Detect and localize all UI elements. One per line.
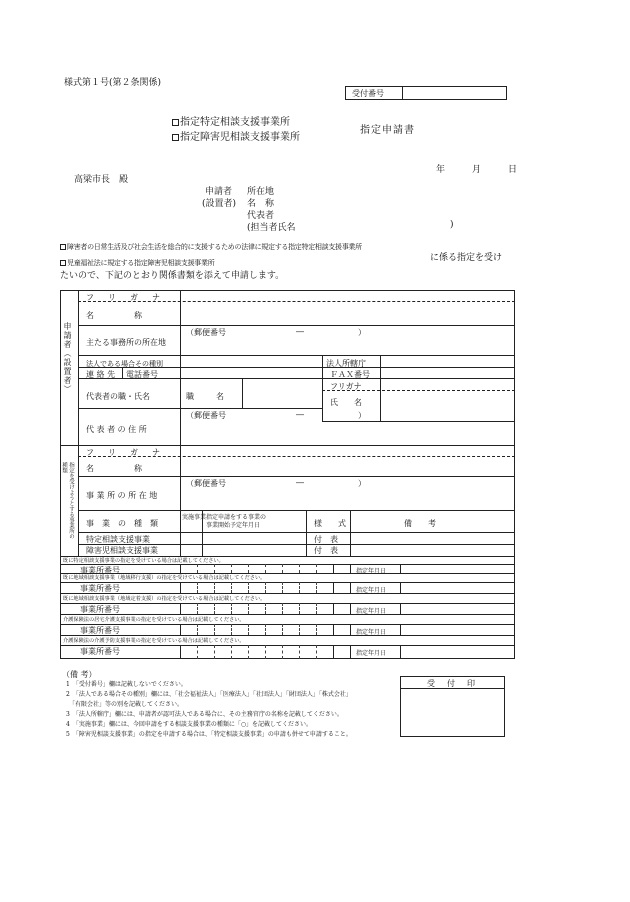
corp-type-field[interactable] <box>182 357 322 366</box>
service-specific-label: 特定相談支援事業 <box>86 535 150 544</box>
applicant-contact-close: ) <box>450 220 454 230</box>
corp-office-label: 法人所轄庁 <box>326 359 366 368</box>
facility-name-field[interactable] <box>182 457 512 475</box>
receipt-number-label: 受付番号 <box>352 89 384 98</box>
applicant-group-label: 申請者（設置者） <box>63 322 72 394</box>
designation-date-b-label: 指定年月日 <box>356 587 387 594</box>
rep-postal-dash: ― <box>296 410 304 419</box>
statement-law1: 障害者の日常生活及び社会生活を総合的に支援するための法律に規定する指定特定相談支援事業所 <box>60 242 362 252</box>
service-specific-start-date[interactable] <box>204 533 304 542</box>
name-label: 名 称 <box>86 311 142 320</box>
office-address-label: 主たる事務所の所在地 <box>86 338 166 347</box>
applicant-address-label: 所在地 <box>247 187 275 197</box>
stamp-box <box>400 676 505 737</box>
phone-field[interactable] <box>182 368 322 377</box>
remarks-label: 備 考 <box>404 519 436 528</box>
checkbox-law2[interactable] <box>60 260 66 266</box>
service-child-implemented[interactable] <box>182 545 201 554</box>
office-number-b-field[interactable] <box>181 583 332 592</box>
receipt-number-box <box>345 86 507 100</box>
rep-name-field[interactable] <box>382 391 512 419</box>
option-specific: 指定特定相談支援事業所 <box>172 113 290 128</box>
rep-furigana-label: フリガナ <box>330 382 362 391</box>
note-item-2-cont: 「有限会社」等の別を記載してください。 <box>66 701 184 708</box>
office-number-d-label: 事業所番号 <box>80 626 120 635</box>
applicant-role-sub: (設置者) <box>202 199 237 209</box>
addressee: 高梁市長 殿 <box>74 175 129 185</box>
postal-dash: ― <box>296 327 304 336</box>
designation-date-d-label: 指定年月日 <box>356 629 387 636</box>
position-label: 職 名 <box>186 392 226 401</box>
facility-name-label: 名 称 <box>86 464 142 473</box>
rep-address-field[interactable] <box>182 422 512 442</box>
designation-date-a-label: 指定年月日 <box>356 568 387 575</box>
designation-date-c-field[interactable] <box>402 604 512 613</box>
designation-date-a-field[interactable] <box>402 565 512 572</box>
service-child-start-date[interactable] <box>204 545 304 554</box>
designation-date-e-label: 指定年月日 <box>356 650 387 657</box>
receipt-number-field[interactable] <box>403 87 506 99</box>
postal-close: ） <box>358 328 366 337</box>
service-child-remarks[interactable] <box>352 545 512 554</box>
furigana-label: フ リ ガ ナ <box>86 293 163 302</box>
facility-address-field[interactable] <box>182 488 512 508</box>
note-c: 既に地域相談支援事業（地域定着支援）の指定を受けている場合は記載してください。 <box>63 596 266 602</box>
implemented-label: 実施事業 <box>182 514 207 521</box>
option-child: 指定障害児相談支援事業所 <box>172 128 300 143</box>
designation-date-d-field[interactable] <box>402 625 512 634</box>
start-date-label-1: 指定申請をする事業の <box>206 514 267 521</box>
note-item-2: 2 「法人である場合その種別」欄には、「社会福祉法人」「医療法人」「社団法人」「財団法人」「株式会社」 <box>66 691 352 698</box>
facility-address-label: 事 業 所 の 所 在 地 <box>86 491 158 500</box>
office-number-c-label: 事業所番号 <box>80 605 120 614</box>
facility-group-label: 指定を受けようとする事業所の種類 <box>61 462 74 539</box>
fax-field[interactable] <box>382 368 512 377</box>
position-field[interactable] <box>244 380 320 406</box>
rep-address-label: 代 表 者 の 住 所 <box>86 425 147 434</box>
phone-label: 電話番号 <box>126 370 158 379</box>
office-number-c-field[interactable] <box>181 604 332 613</box>
stamp-label: 受 付 印 <box>427 679 477 688</box>
facility-postal-label: （郵便番号 <box>186 479 226 488</box>
note-item-4: 4 「実施事業」欄には、今回申請をする相談支援事業の種類に「○」を記載してください。 <box>66 721 313 728</box>
note-a: 既に特定相談支援事業の指定を受けている場合は記載してください。 <box>63 558 224 564</box>
office-number-b-label: 事業所番号 <box>80 584 120 593</box>
furigana-field[interactable] <box>182 291 512 300</box>
office-number-e-field[interactable] <box>181 646 332 657</box>
note-e: 介護保険法の介護予防支援事業の指定を受けている場合は記載してください。 <box>63 638 245 644</box>
note-item-1: 1 「受付番号」欄は記載しないでください。 <box>66 681 187 688</box>
facility-furigana-field[interactable] <box>182 446 512 455</box>
fax-label: ＦＡＸ番号 <box>330 370 370 379</box>
office-address-field[interactable] <box>182 336 512 350</box>
service-specific-implemented[interactable] <box>182 533 201 542</box>
format-label: 様 式 <box>314 519 346 528</box>
note-b: 既に地域相談支援事業（地域移行支援）の指定を受けている場合は記載してください。 <box>63 575 266 581</box>
checkbox-specific[interactable] <box>172 119 179 126</box>
rep-title-label: 代表者の職・氏名 <box>86 392 150 401</box>
applicant-role: 申請者 <box>205 187 233 197</box>
applicant-name-label: 名 称 <box>247 199 275 209</box>
notes-header: （備 考） <box>62 670 97 679</box>
office-number-a-field[interactable] <box>181 565 332 572</box>
form-number: 様式第１号(第２条関係) <box>64 78 162 88</box>
business-type-label: 事 業 の 種 類 <box>86 519 158 528</box>
office-number-a-label: 事業所番号 <box>80 566 120 575</box>
statement-line2: たいので、下記のとおり関係書類を添えて申請します。 <box>60 271 285 281</box>
checkbox-child[interactable] <box>172 134 179 141</box>
start-date-label-2: 事業開始予定年月日 <box>206 522 261 529</box>
office-number-e-label: 事業所番号 <box>80 647 120 656</box>
facility-postal-close: ） <box>358 479 366 488</box>
designation-date-c-label: 指定年月日 <box>356 608 387 615</box>
rep-name-label: 氏 名 <box>330 398 362 407</box>
statement-suffix: に係る指定を受け <box>430 253 503 263</box>
note-item-5: 5 「障害児相談支援事業」の指定を申請する場合は、「特定相談支援事業」の申請も併せて申請すること。 <box>66 731 352 738</box>
rep-postal-label: （郵便番号 <box>186 411 226 420</box>
service-child-label: 障害児相談支援事業 <box>86 546 158 555</box>
name-field[interactable] <box>182 302 512 324</box>
checkbox-law1[interactable] <box>60 244 66 250</box>
designation-date-b-field[interactable] <box>402 583 512 592</box>
date-day: 日 <box>508 165 518 175</box>
service-child-attach: 付 表 <box>314 546 338 555</box>
corp-type-label: 法人である場合その種別 <box>86 360 163 368</box>
note-d: 介護保険法の居宅介護支援事業の指定を受けている場合は記載してください。 <box>63 617 245 623</box>
statement-law2: 児童福祉法に規定する指定障害児相談支援事業所 <box>60 258 214 268</box>
form-title: 指定申請書 <box>360 125 415 136</box>
service-specific-remarks[interactable] <box>352 533 512 542</box>
designation-date-e-field[interactable] <box>402 646 512 657</box>
applicant-representative-label: 代表者 <box>247 211 275 221</box>
date-year: 年 <box>436 165 446 175</box>
service-specific-attach: 付 表 <box>314 535 338 544</box>
corp-office-field[interactable] <box>382 357 512 366</box>
postal-label: （郵便番号 <box>186 328 226 337</box>
date-month: 月 <box>472 165 482 175</box>
office-number-d-field[interactable] <box>181 625 332 634</box>
contact-label: 連 絡 先 <box>86 370 116 379</box>
facility-postal-dash: ― <box>296 478 304 487</box>
rep-postal-close: ） <box>358 411 366 420</box>
applicant-contact-label: (担当者氏名 <box>247 223 296 233</box>
facility-furigana-label: フ リ ガ ナ <box>86 448 163 457</box>
note-item-3: 3 「法人所轄庁」欄には、申請者が認可法人である場合に、その主務官庁の名称を記載してください。 <box>66 711 343 718</box>
